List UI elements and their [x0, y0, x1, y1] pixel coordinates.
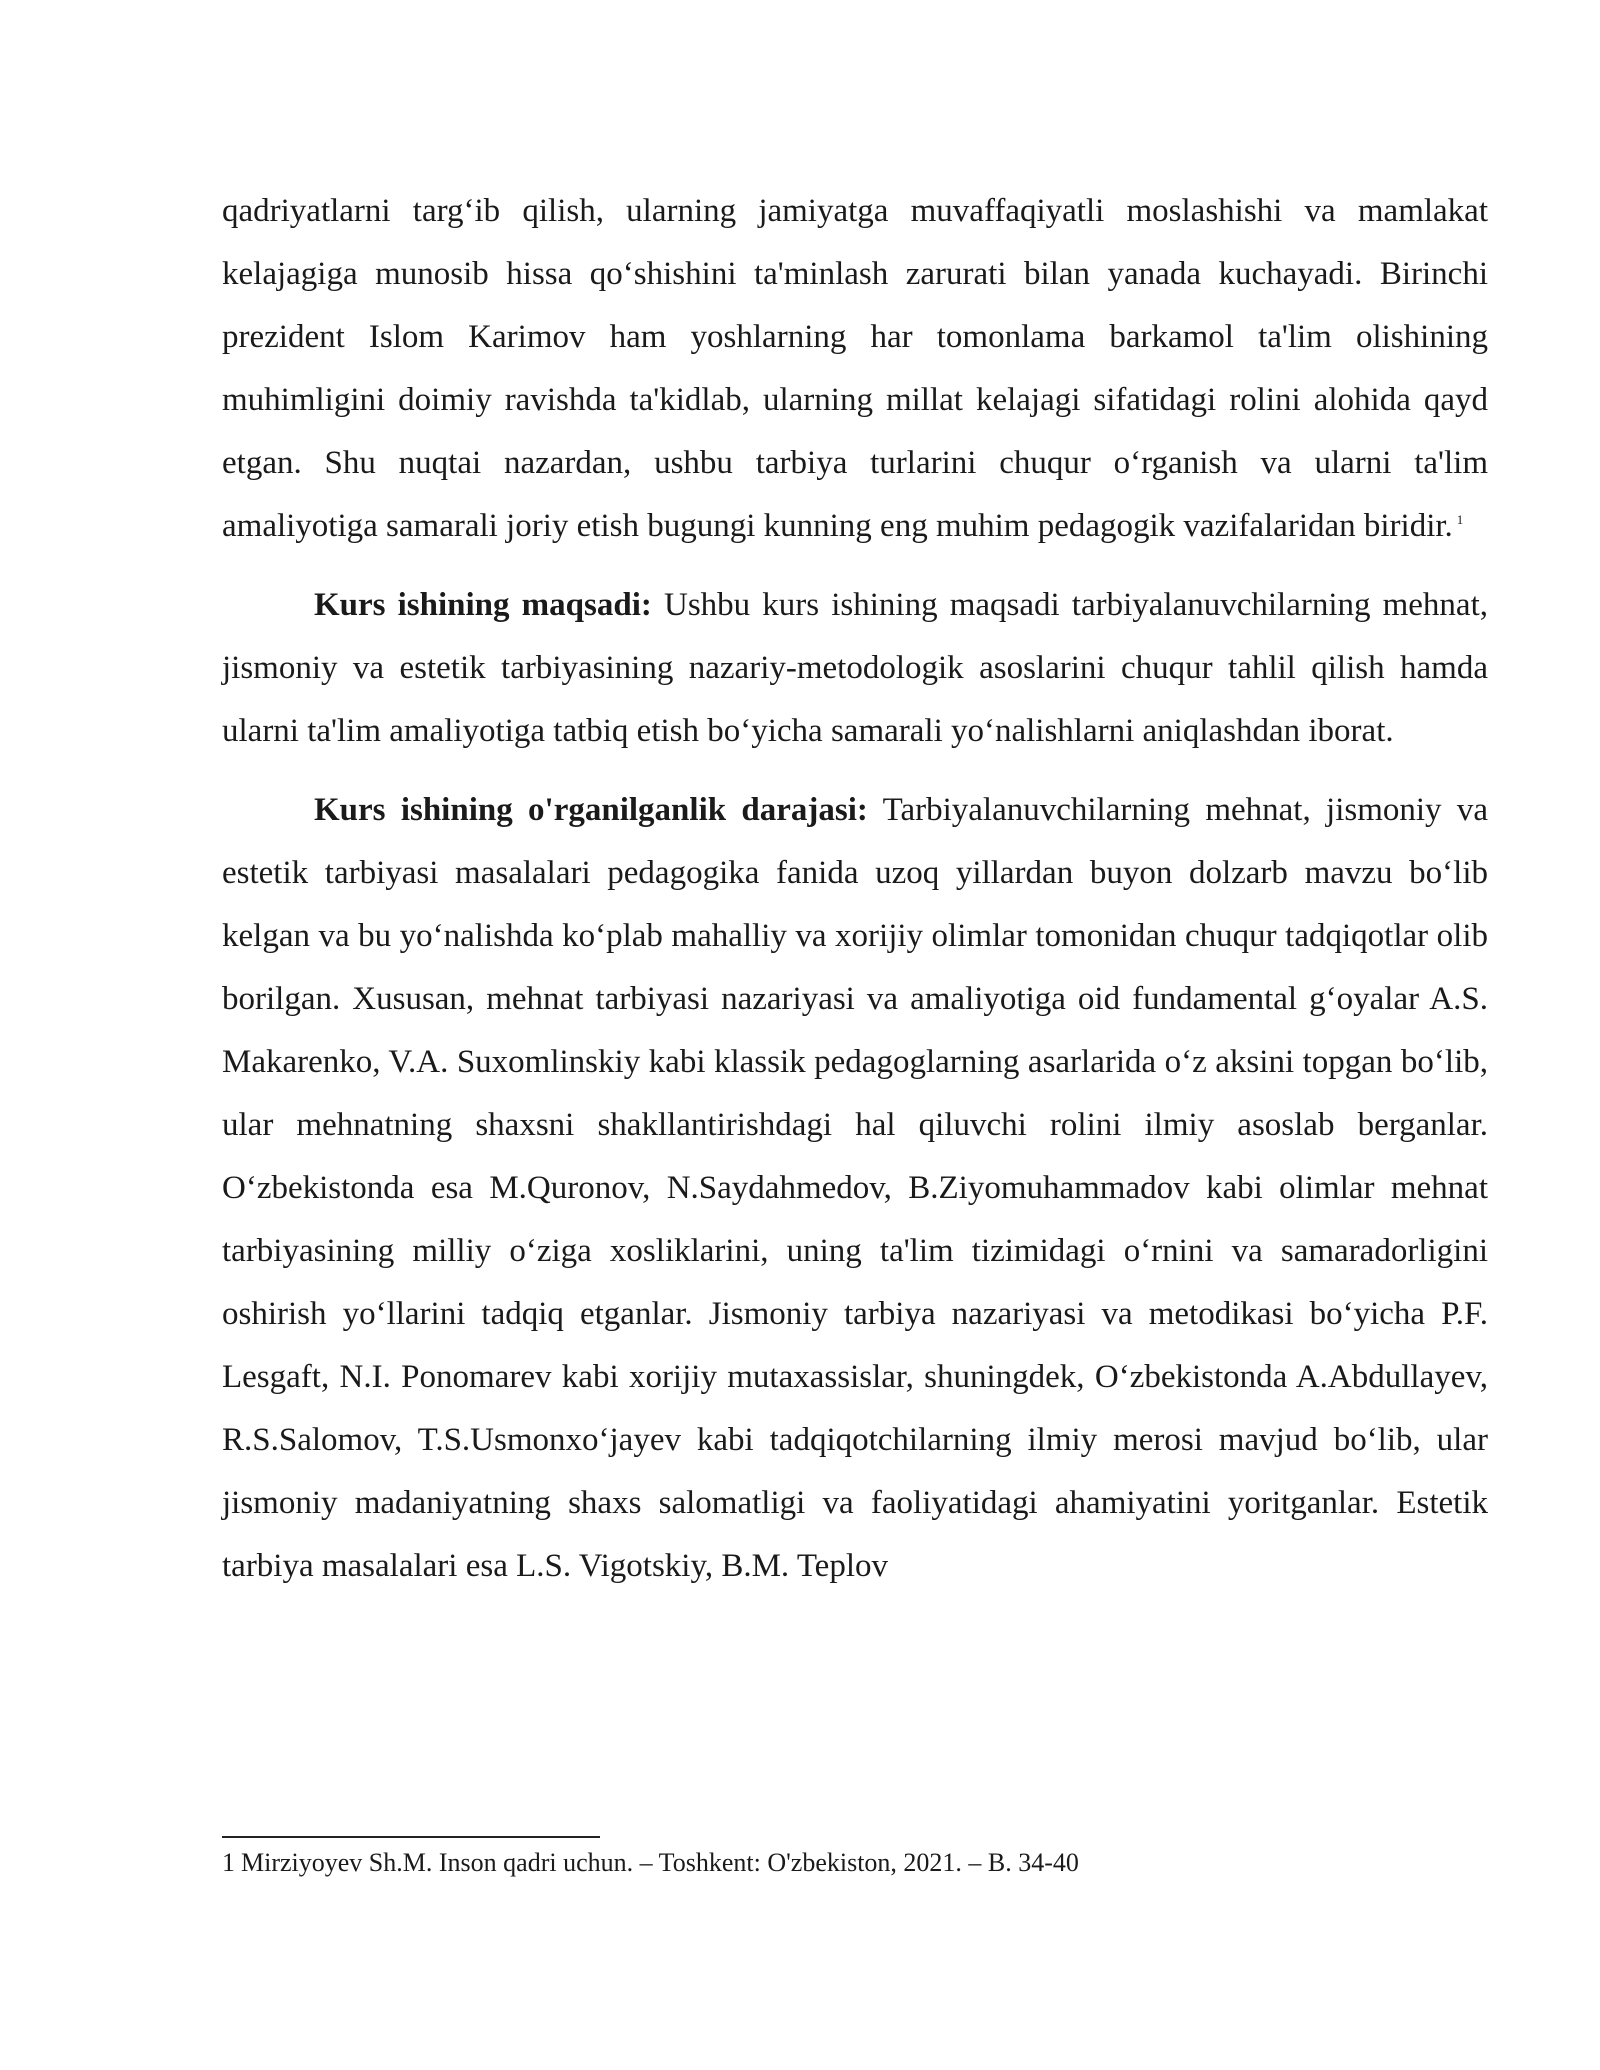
- footnote-number: 1: [222, 1848, 235, 1877]
- course-goal-text: Ushbu kurs ishining maqsadi tarbiyalanuvchilarning mehnat, jismoniy va estetik tarbiyasining nazariy-metodologik asoslarini chuqur tahlil qilish hamda ularni ta'lim amaliyotiga tatbiq etish bo‘yicha samarali yo‘nalishlarni aniqlashdan iborat.: [222, 587, 1489, 749]
- study-level-text: Tarbiyalanuvchilarning mehnat, jismoniy va estetik tarbiyasi masalalari pedagogika fanida uzoq yillardan buyon dolzarb mavzu bo‘lib kelgan va bu yo‘nalishda ko‘plab mahalliy va xorijiy olimlar tomonidan chuqur tadqiqotlar olib borilgan. Xususan, mehnat tarbiyasi nazariyasi va amaliyotiga oid fundamental g‘oyalar A.S. Makarenko, V.A. Suxomlinskiy kabi klassik pedagoglarning asarlarida o‘z aksini topgan bo‘lib, ular mehnatning shaxsni shakllantirishdagi hal qiluvchi rolini ilmiy asoslab berganlar. O‘zbekistonda esa M.Quronov, N.Saydahmedov, B.Ziyomuhammadov kabi olimlar mehnat tarbiyasining milliy o‘ziga xosliklarini, uning ta'lim tizimidagi o‘rnini va samaradorligini oshirish yo‘llarini tadqiq etganlar. Jismoniy tarbiya nazariyasi va metodikasi bo‘yicha P.F. Lesgaft, N.I. Ponomarev kabi xorijiy mutaxassislar, shuningdek, O‘zbekistonda A.Abdullayev, R.S.Salomov, T.S.Usmonxo‘jayev kabi tadqiqotchilarning ilmiy merosi mavjud bo‘lib, ular jismoniy madaniyatning shaxs salomatligi va faoliyatidagi ahamiyatini yoritganlar. Estetik tarbiya masalalari esa L.S. Vigotskiy, B.M. Teplov: [222, 792, 1488, 1584]
- paragraph-study-level: [222, 779, 1488, 1598]
- footnote-text: Mirziyoyev Sh.M. Inson qadri uchun. – Toshkent: O'zbekiston, 2021. – B. 34-40: [241, 1848, 1079, 1877]
- course-goal-heading: Kurs ishining maqsadi:: [314, 587, 652, 623]
- footnote: [222, 1846, 1488, 1880]
- footnote-reference[interactable]: 1: [1456, 512, 1464, 527]
- study-level-heading: Kurs ishining o'rganilganlik darajasi:: [314, 792, 868, 828]
- footnote-separator: [222, 1836, 600, 1838]
- paragraph-course-goal: [222, 574, 1488, 763]
- body-text: [222, 180, 1488, 1598]
- paragraph-values: [222, 180, 1488, 558]
- paragraph-values-text: qadriyatlarni targ‘ib qilish, ularning jamiyatga muvaffaqiyatli moslashishi va mamlakat kelajagiga munosib hissa qo‘shishini ta'minlash zarurati bilan yanada kuchayadi. Birinchi prezident Islom Karimov ham yoshlarning har tomonlama barkamol ta'lim olishining muhimligini doimiy ravishda ta'kidlab, ularning millat kelajagi sifatidagi rolini alohida qayd etgan. Shu nuqtai nazardan, ushbu tarbiya turlarini chuqur o‘rganish va ularni ta'lim amaliyotiga samarali joriy etish bugungi kunning eng muhim pedagogik vazifalaridan biridir.: [222, 193, 1488, 544]
